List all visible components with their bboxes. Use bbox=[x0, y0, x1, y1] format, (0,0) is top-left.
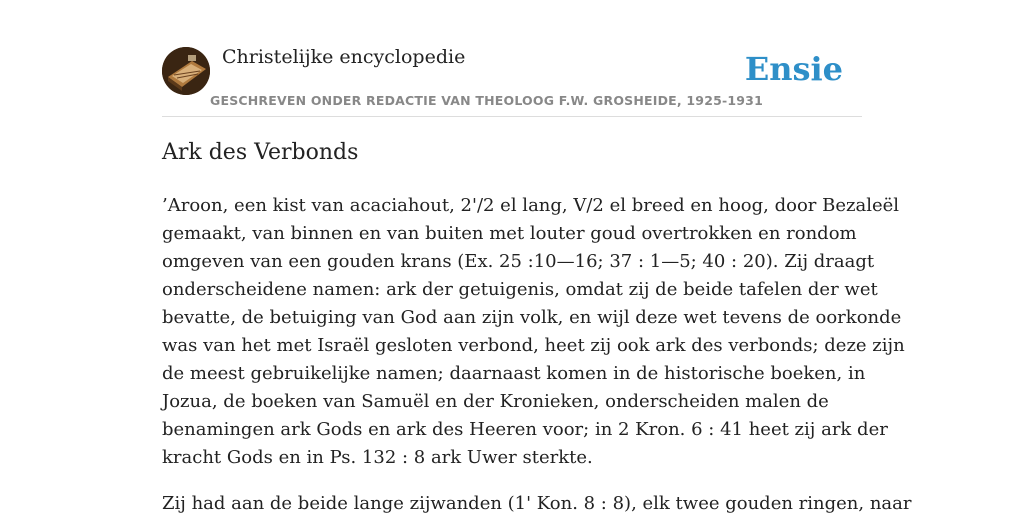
text-line: de meest gebruikelijke namen; daarnaast komen in de historische boeken, in bbox=[162, 363, 866, 384]
paragraph-spacer bbox=[162, 472, 862, 490]
site-subtitle: GESCHREVEN ONDER REDACTIE VAN THEOLOOG F.W. GROSHEIDE, 1925-1931 bbox=[210, 93, 763, 108]
text-line: Zij had aan de beide lange zijwanden (1' Kon. 8 : 8), elk twee gouden ringen, naar bbox=[162, 493, 912, 514]
text-line: Jozua, de boeken van Samuël en der Kronieken, onderscheiden malen de bbox=[162, 391, 829, 412]
paragraph bbox=[162, 490, 912, 518]
text-line: bevatte, de betuiging van God aan zijn volk, en wijl deze wet tevens de oorkonde bbox=[162, 307, 902, 328]
text-line: omgeven van een gouden krans (Ex. 25 :10—16; 37 : 1—5; 40 : 20). Zij draagt bbox=[162, 251, 875, 272]
site-title[interactable]: Christelijke encyclopedie bbox=[222, 46, 466, 68]
book-image-icon[interactable] bbox=[162, 47, 210, 95]
article-body bbox=[162, 192, 912, 518]
brand-logo-link[interactable]: Ensie bbox=[744, 50, 843, 88]
text-line: gemaakt, van binnen en van buiten met louter goud overtrokken en rondom bbox=[162, 223, 857, 244]
text-line: benamingen ark Gods en ark des Heeren voor; in 2 Kron. 6 : 41 heet zij ark der bbox=[162, 419, 888, 440]
site-header bbox=[162, 45, 862, 117]
text-line: was van het met Israël gesloten verbond, heet zij ook ark des verbonds; deze zijn bbox=[162, 335, 905, 356]
text-line: onderscheidene namen: ark der getuigenis, omdat zij de beide tafelen der wet bbox=[162, 279, 878, 300]
text-line: kracht Gods en in Ps. 132 : 8 ark Uwer sterkte. bbox=[162, 447, 593, 468]
text-line: ’Aroon, een kist van acaciahout, 2'/2 el lang, V/2 el breed en hoog, door Bezaleël bbox=[162, 195, 900, 216]
paragraph bbox=[162, 192, 905, 472]
article-title: Ark des Verbonds bbox=[162, 140, 359, 165]
